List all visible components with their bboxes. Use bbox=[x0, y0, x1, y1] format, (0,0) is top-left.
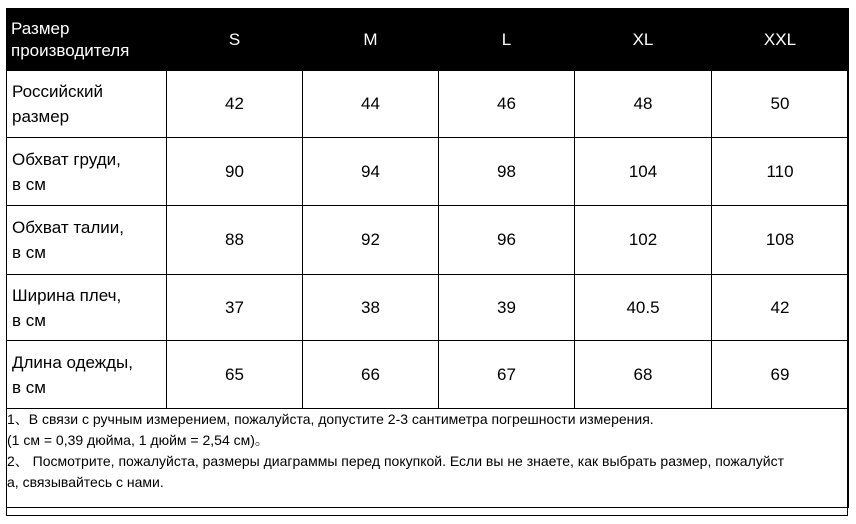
row-label bbox=[7, 138, 167, 206]
table-cell: 88 bbox=[167, 206, 303, 275]
table-cell: 37 bbox=[167, 275, 303, 341]
table-cell: 40.5 bbox=[575, 275, 712, 341]
row-label-line-1: Обхват груди, bbox=[12, 149, 121, 169]
note-line-1: 1、В связи с ручным измерением, пожалуйста, допустите 2-3 сантиметра погрешности измерения. bbox=[7, 411, 654, 427]
table-cell: 90 bbox=[167, 138, 303, 206]
row-label-line-2: в см bbox=[12, 243, 46, 262]
size-table bbox=[6, 8, 849, 508]
table-row bbox=[7, 275, 849, 341]
size-header-xxl: XXL bbox=[712, 9, 849, 71]
table-cell: 102 bbox=[575, 206, 712, 275]
table-cell: 65 bbox=[167, 341, 303, 409]
table-cell: 46 bbox=[439, 71, 575, 138]
row-label-line-1: Ширина плеч, bbox=[12, 285, 122, 305]
table-cell: 104 bbox=[575, 138, 712, 206]
row-label bbox=[7, 71, 167, 138]
row-label-line-2: в см bbox=[12, 377, 46, 397]
corner-line-1: Размер bbox=[11, 18, 70, 38]
table-row bbox=[7, 341, 849, 409]
corner-line-2: производителя bbox=[11, 40, 130, 60]
table-cell: 69 bbox=[712, 341, 849, 409]
table-cell: 39 bbox=[439, 275, 575, 341]
row-label bbox=[7, 206, 167, 275]
table-cell: 92 bbox=[303, 206, 439, 275]
table-cell: 94 bbox=[303, 138, 439, 206]
note-line-4: а, связывайтесь с нами. bbox=[7, 474, 164, 490]
row-label-line-2: размер bbox=[12, 107, 70, 126]
size-chart bbox=[6, 8, 848, 516]
notes-cell bbox=[7, 409, 849, 508]
table-cell: 48 bbox=[575, 71, 712, 138]
table-cell: 68 bbox=[575, 341, 712, 409]
note-line-3: 2、 Посмотрите, пожалуйста, размеры диаграммы перед покупкой. Если вы не знаете, как выбрать размер, пожалуйст bbox=[7, 453, 784, 469]
header-row bbox=[7, 9, 849, 71]
table-row bbox=[7, 71, 849, 138]
size-header-l: L bbox=[439, 9, 575, 71]
row-label bbox=[7, 341, 167, 409]
table-cell: 110 bbox=[712, 138, 849, 206]
row-label bbox=[7, 275, 167, 341]
row-label-line-1: Обхват талии, bbox=[12, 218, 125, 237]
row-label-line-2: в см bbox=[12, 174, 46, 194]
notes-row bbox=[7, 409, 849, 508]
table-row bbox=[7, 138, 849, 206]
size-header-m: M bbox=[303, 9, 439, 71]
table-cell: 42 bbox=[167, 71, 303, 138]
table-cell: 50 bbox=[712, 71, 849, 138]
size-header-s: S bbox=[167, 9, 303, 71]
note-line-2: (1 см = 0,39 дюйма, 1 дюйм = 2,54 см)。 bbox=[7, 432, 269, 448]
row-label-line-2: в см bbox=[12, 310, 46, 330]
table-cell: 98 bbox=[439, 138, 575, 206]
size-header-xl: XL bbox=[575, 9, 712, 71]
manufacturer-size-header bbox=[7, 9, 167, 71]
table-cell: 108 bbox=[712, 206, 849, 275]
table-cell: 44 bbox=[303, 71, 439, 138]
row-label-line-1: Длина одежды, bbox=[12, 352, 133, 372]
table-cell: 42 bbox=[712, 275, 849, 341]
table-row bbox=[7, 206, 849, 275]
table-cell: 67 bbox=[439, 341, 575, 409]
table-cell: 66 bbox=[303, 341, 439, 409]
row-label-line-1: Российский bbox=[12, 82, 103, 101]
table-cell: 38 bbox=[303, 275, 439, 341]
table-cell: 96 bbox=[439, 206, 575, 275]
